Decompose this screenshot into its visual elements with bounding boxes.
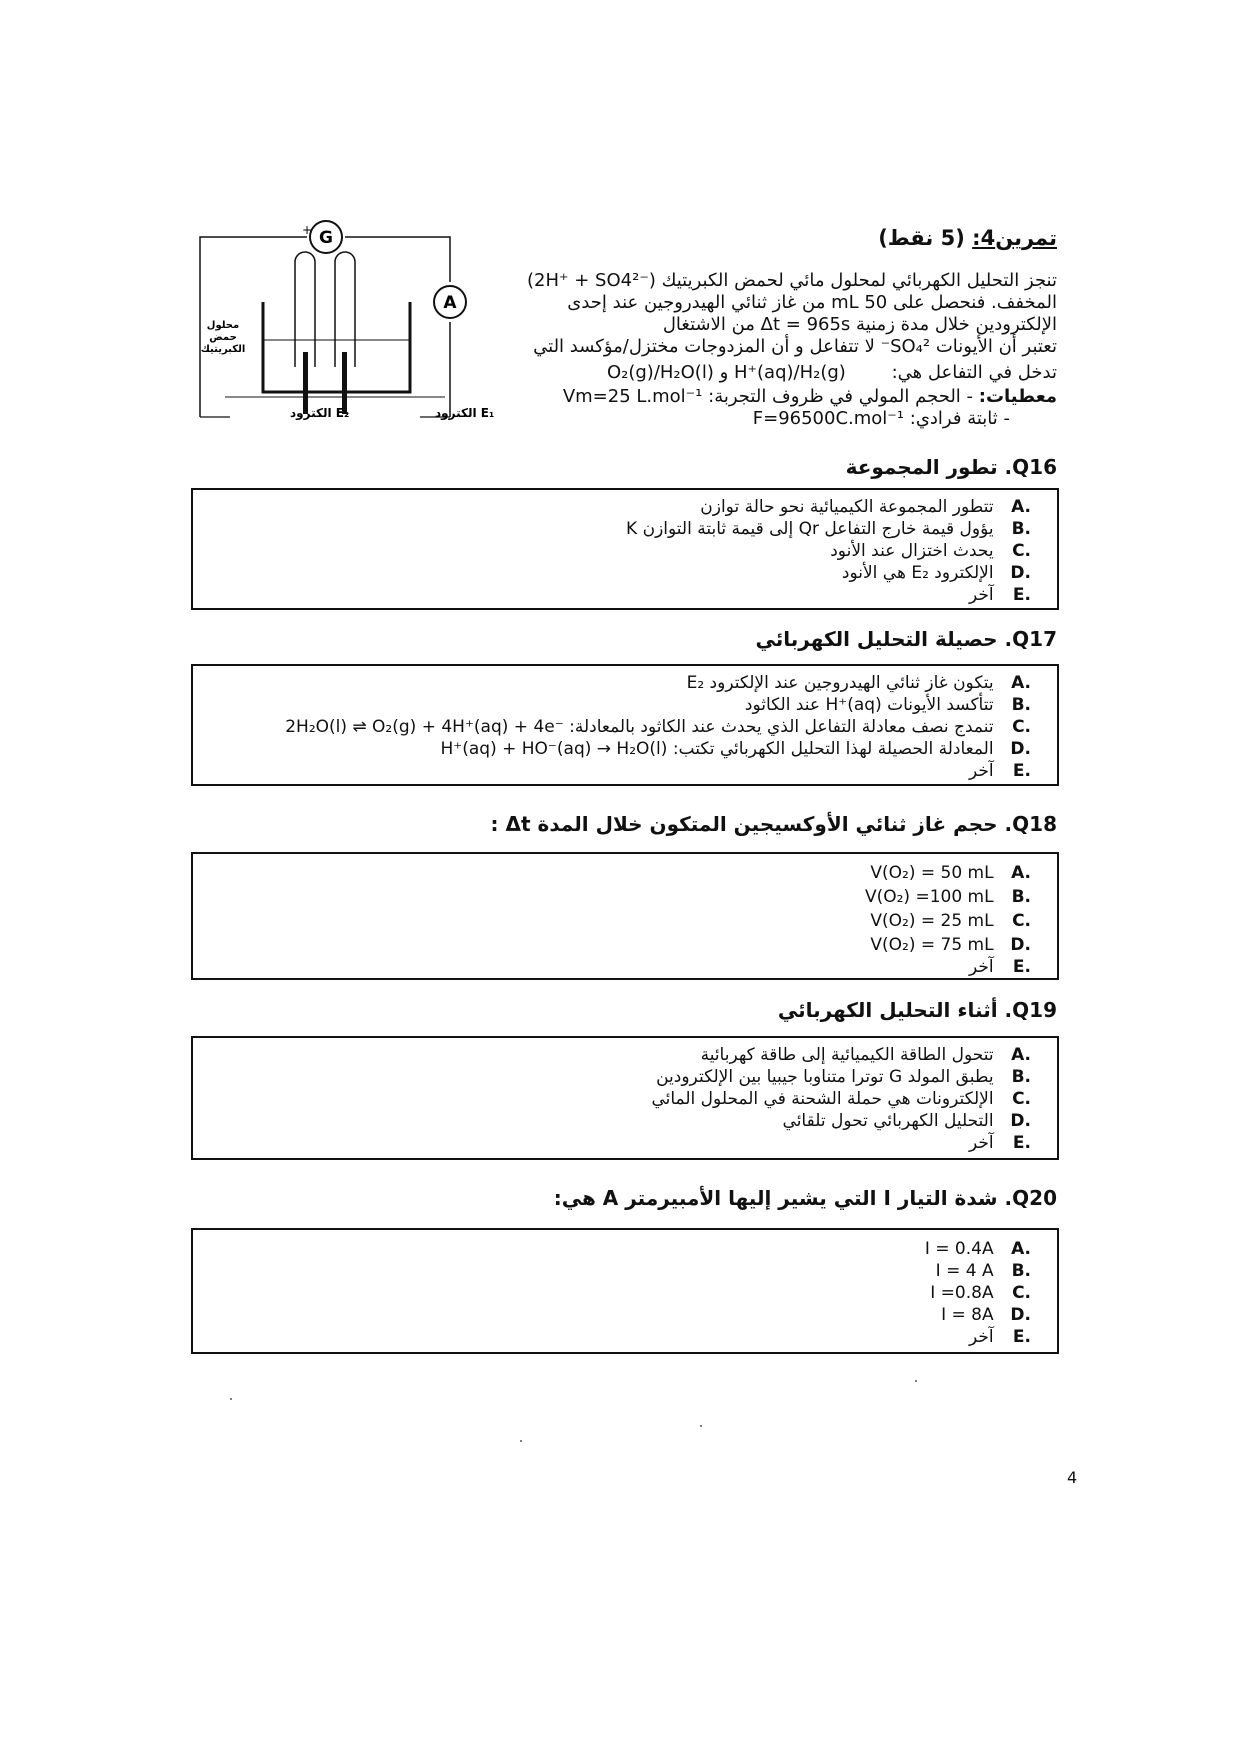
q20-option-b[interactable]: B. I = 4 A [935,1261,1031,1281]
exercise-title-prefix: تمرين4: [972,226,1057,250]
intro-line-3-formula: Δt = 965s [760,314,851,335]
q17-option-b[interactable]: B. تتأكسد الأيونات H⁺(aq) عند الكاثود [744,695,1031,715]
given-line-1 [563,386,1057,408]
question-q17-title: Q17. حصيلة التحليل الكهربائي [755,627,1057,651]
q18-option-e[interactable]: E. آخر [968,957,1031,977]
q20-option-a[interactable]: A. I = 0.4A [924,1239,1031,1259]
q19-option-d[interactable]: D. التحليل الكهربائي تحول تلقائي [782,1111,1031,1131]
electrolysis-diagram [195,222,495,432]
q16-option-b[interactable]: B. يؤول قيمة خارج التفاعل Qr إلى قيمة ثابتة التوازن K [626,519,1031,539]
q20-option-e[interactable]: E. آخر [968,1327,1031,1347]
intro-line-3 [663,314,1057,336]
intro-line-1-text: تنجز التحليل الكهربائي لمحلول مائي لحمض الكبريتيك [661,270,1057,291]
intro-line-2: المخفف. فنحصل على 50 mL من غاز ثنائي الهيدروجين عند إحدى [567,292,1057,313]
given-line-2-value: F=96500C.mol⁻¹ [752,408,905,429]
q19-option-b[interactable]: B. يطبق المولد G توترا متناوبا جيبيا بين الإلكترودين [656,1067,1031,1087]
generator-plus-label: + [302,223,313,237]
intro-line-3-text: الإلكترودين خلال مدة زمنية [856,314,1057,335]
q19-option-e[interactable]: E. آخر [968,1133,1031,1153]
given-line-1-value: Vm=25 L.mol⁻¹ [562,386,703,407]
scan-speck [230,1398,232,1400]
q17-option-d[interactable]: D. المعادلة الحصيلة لهذا التحليل الكهربائي تكتب: H⁺(aq) + HO⁻(aq) → H₂O(l) [440,739,1031,759]
q16-option-a[interactable]: A. تتطور المجموعة الكيميائية نحو حالة توازن [700,497,1031,517]
given-line-1-text: - الحجم المولي في ظروف التجربة: [708,386,974,407]
q16-option-d[interactable]: D. الإلكترود E₂ هي الأنود [841,563,1031,583]
q18-option-b[interactable]: B. V(O₂) =100 mL [864,887,1031,907]
wire-top-right [345,237,450,282]
q18-option-a[interactable]: A. V(O₂) = 50 mL [870,863,1031,883]
solution-label-2: حمض [209,332,237,343]
q16-option-c[interactable]: C. يحدث اختزال عند الأنود [830,541,1031,561]
solution-label-3: الكبريتيك [200,344,246,355]
electrode-e1 [342,352,347,414]
question-q18-options [191,852,1059,980]
q18-option-c[interactable]: C. V(O₂) = 25 mL [870,911,1031,931]
generator-label: G [319,228,333,248]
q20-option-c[interactable]: C. I =0.8A [930,1283,1031,1303]
solution-label-1: محلول [206,320,240,331]
q17-option-c[interactable]: C. تنمدج نصف معادلة التفاعل الذي يحدث عند الكاثود بالمعادلة: 2H₂O(l) ⇌ O₂(g) + 4H⁺(aq) + 4e⁻ [285,717,1031,737]
q16-option-e[interactable]: E. آخر [968,585,1031,605]
test-tube-left [295,252,315,367]
intro-line-3-end: من الاشتغال [662,314,755,335]
scan-speck [700,1425,702,1427]
intro-line-5 [607,362,1057,384]
question-q20-options [191,1228,1059,1354]
intro-line-5-text: تدخل في التفاعل هي: [891,362,1057,383]
q17-option-a[interactable]: A. يتكون غاز ثنائي الهيدروجين عند الإلكترود E₂ [686,673,1031,693]
scan-speck [915,1380,917,1382]
page-number: 4 [1067,1468,1078,1487]
intro-line-1 [527,270,1057,292]
question-q19-title: Q19. أثناء التحليل الكهربائي [777,998,1057,1022]
scan-speck [520,1440,522,1442]
exercise-points: (5 نقط) [878,226,973,250]
test-tube-right [335,252,355,367]
intro-line-1-formula: (2H⁺ + SO4²⁻) [527,270,656,291]
intro-line-4: تعتبر أن الأيونات SO₄²⁻ لا تتفاعل و أن المزدوجات مختزل/مؤكسد التي [533,336,1057,357]
question-q20-title: Q20. شدة التيار I التي يشير إليها الأمبيرمتر A هي: [553,1186,1057,1210]
ammeter-label: A [443,293,457,313]
question-q16-options [191,488,1059,610]
q19-option-c[interactable]: C. الإلكترونات هي حملة الشحنة في المحلول المائي [651,1089,1031,1109]
given-line-2 [753,408,1010,430]
q19-option-a[interactable]: A. تتحول الطاقة الكيميائية إلى طاقة كهربائية [700,1045,1031,1065]
question-q17-options [191,664,1059,786]
question-q19-options [191,1036,1059,1160]
given-line-2-text: - ثابتة فرادي: [909,408,1010,429]
electrode-e1-label: E₁ الكترود [435,406,495,420]
question-q16-title: Q16. تطور المجموعة [845,455,1057,479]
electrode-e2 [303,352,308,414]
electrolysis-vessel [263,302,410,392]
question-q18-title: Q18. حجم غاز ثنائي الأوكسيجين المتكون خلال المدة Δt : [490,812,1057,836]
q18-option-d[interactable]: D. V(O₂) = 75 mL [870,935,1031,955]
q17-option-e[interactable]: E. آخر [968,761,1031,781]
q20-option-d[interactable]: D. I = 8A [941,1305,1031,1325]
exercise-title [878,226,1057,250]
intro-line-5-formula: O₂(g)/H₂O(l) و H⁺(aq)/H₂(g) [606,362,846,383]
electrode-e2-label: E₂ الكترود [290,406,350,420]
given-label: معطيات: [978,386,1057,407]
